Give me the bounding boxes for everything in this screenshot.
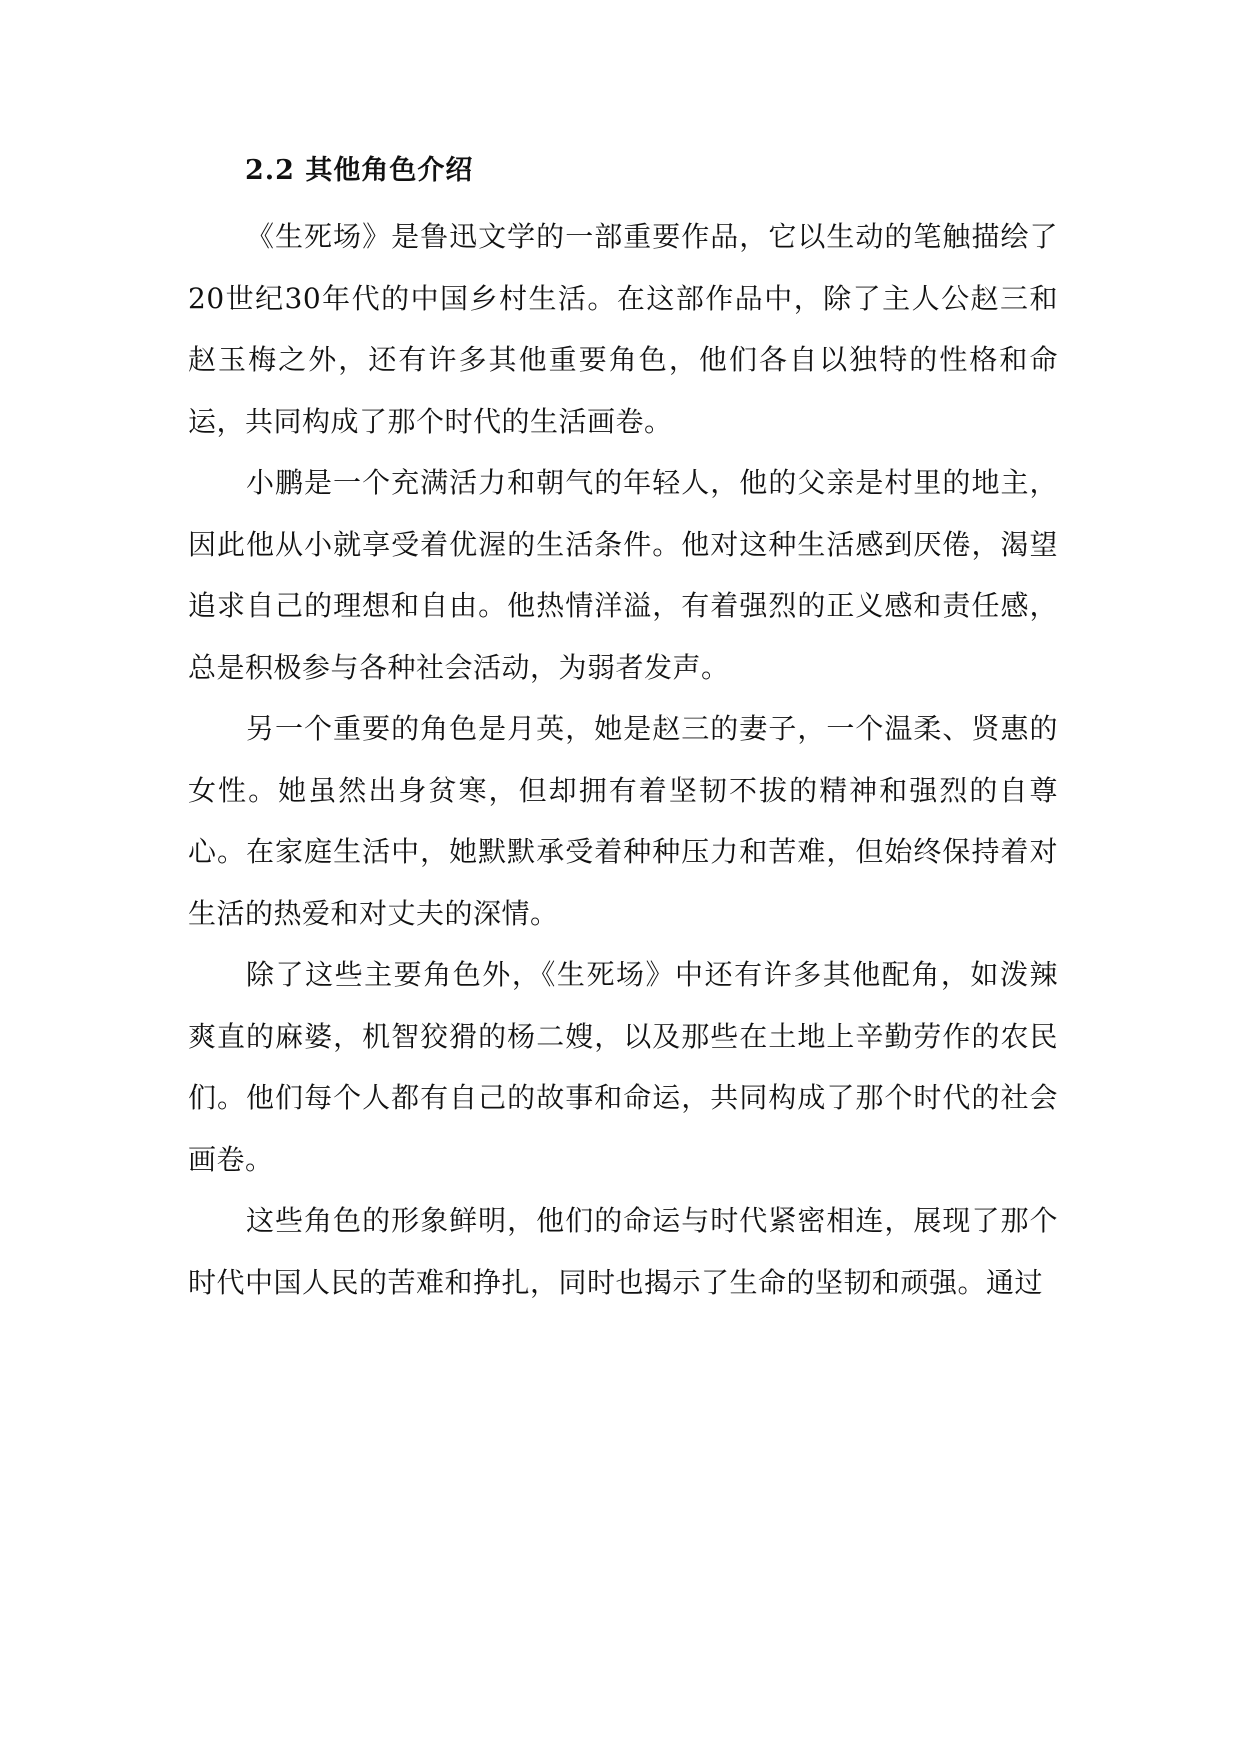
paragraph: 小鹏是一个充满活力和朝气的年轻人，他的父亲是村里的地主，因此他从小就享受着优渥的生活条件。他对这种生活感到厌倦，渴望追求自己的理想和自由。他热情洋溢，有着强烈的正义感和责任感，总是积极参与各种社会活动，为弱者发声。 (188, 466, 1058, 684)
section-heading: 2.2 其他角色介绍 (245, 155, 474, 186)
paragraph: 除了这些主要角色外，《生死场》中还有许多其他配角，如泼辣爽直的麻婆，机智狡猾的杨二嫂，以及那些在土地上辛勤劳作的农民们。他们每个人都有自己的故事和命运，共同构成了那个时代的社会画卷。 (188, 958, 1058, 1176)
paragraph: 另一个重要的角色是月英，她是赵三的妻子，一个温柔、贤惠的女性。她虽然出身贫寒，但却拥有着坚韧不拔的精神和强烈的自尊心。在家庭生活中，她默默承受着种种压力和苦难，但始终保持着对生活的热爱和对丈夫的深情。 (188, 712, 1058, 930)
paragraph: 这些角色的形象鲜明，他们的命运与时代紧密相连，展现了那个时代中国人民的苦难和挣扎，同时也揭示了生命的坚韧和顽强。通过 (188, 1204, 1058, 1299)
paragraph: 《生死场》是鲁迅文学的一部重要作品，它以生动的笔触描绘了20世纪30年代的中国乡村生活。在这部作品中，除了主人公赵三和赵玉梅之外，还有许多其他重要角色，他们各自以独特的性格和命运，共同构成了那个时代的生活画卷。 (188, 220, 1058, 438)
document-body (188, 206, 1058, 1313)
